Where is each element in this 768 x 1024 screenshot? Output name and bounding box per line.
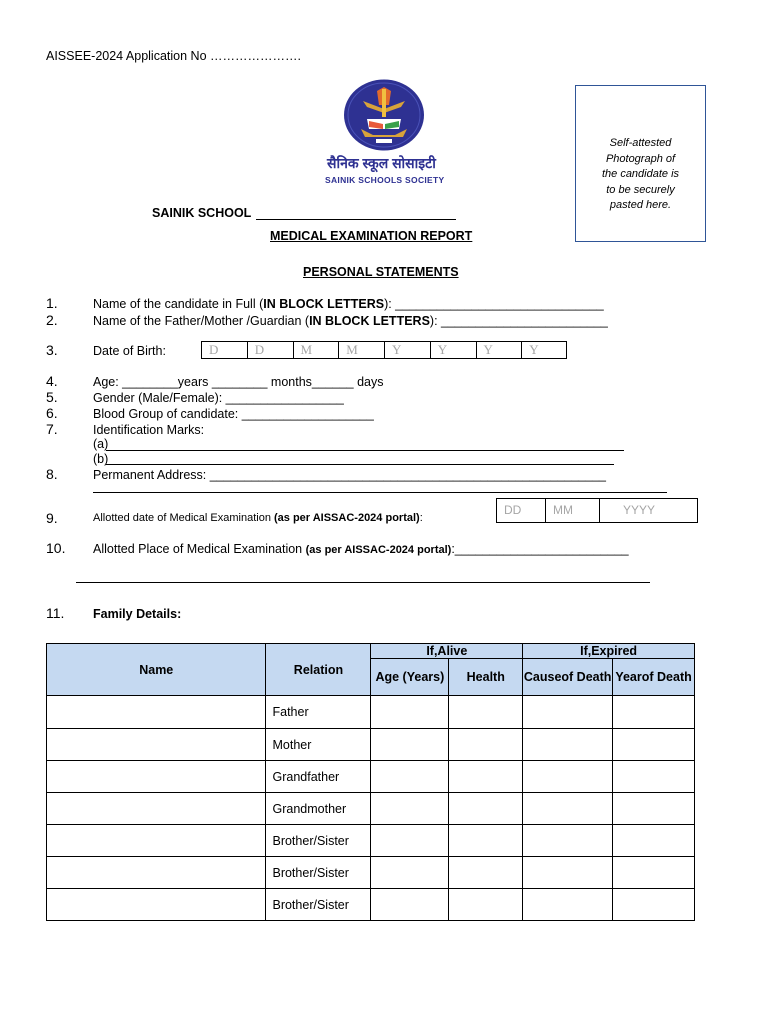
age-cell[interactable] [371,761,449,793]
item-number: 1. [46,295,58,311]
header-health: Health [449,659,523,696]
cause-cell[interactable] [523,696,613,729]
year-cell[interactable] [613,889,695,921]
exam-date-label: Allotted date of Medical Examination (as per AISSAC-2024 portal): [93,512,423,524]
name-cell[interactable] [47,761,266,793]
health-cell[interactable] [449,889,523,921]
dob-box[interactable]: Y [385,342,431,358]
application-number: AISSEE-2024 Application No …………………. [46,49,301,63]
header-year-of-death: Yearof Death [613,659,695,696]
age-cell[interactable] [371,793,449,825]
relation-cell: Mother [266,729,371,761]
section-title: PERSONAL STATEMENTS [303,265,459,279]
health-cell[interactable] [449,761,523,793]
exam-place-line-2[interactable] [76,582,650,583]
school-name-line[interactable] [256,219,456,220]
address-line-2[interactable] [93,492,667,493]
dob-label: Date of Birth: [93,344,166,358]
table-row [47,696,695,729]
mark-a-line[interactable] [106,450,624,451]
name-cell[interactable] [47,825,266,857]
item-number: 3. [46,342,58,358]
age-cell[interactable] [371,729,449,761]
sainik-schools-society-logo [343,79,425,151]
age-cell[interactable] [371,696,449,729]
dob-box[interactable]: D [248,342,294,358]
dob-box[interactable]: M [339,342,385,358]
dob-box[interactable]: M [294,342,340,358]
dob-box[interactable]: Y [431,342,477,358]
cause-cell[interactable] [523,857,613,889]
relation-cell: Grandmother [266,793,371,825]
exam-place-field[interactable]: Allotted Place of Medical Examination (as per AISSAC-2024 portal):_________________________ [93,542,629,556]
name-cell[interactable] [47,793,266,825]
item-number: 4. [46,373,58,389]
table-row [47,857,695,889]
header-if-expired: If,Expired [523,644,695,659]
mark-a-label: (a) [93,437,109,451]
report-title: MEDICAL EXAMINATION REPORT [270,229,473,243]
cause-cell[interactable] [523,793,613,825]
item-number: 6. [46,405,58,421]
mark-b-line[interactable] [106,464,614,465]
year-cell[interactable] [613,793,695,825]
health-cell[interactable] [449,729,523,761]
health-cell[interactable] [449,857,523,889]
dob-box[interactable]: Y [529,342,539,357]
relation-cell: Brother/Sister [266,889,371,921]
header-cause-of-death: Causeof Death [523,659,613,696]
exam-month-box[interactable]: MM [546,499,600,522]
item-number: 9. [46,510,58,526]
mark-b-label: (b) [93,452,109,466]
name-cell[interactable] [47,729,266,761]
header-if-alive: If,Alive [371,644,523,659]
table-row [47,889,695,921]
exam-year-box[interactable]: YYYY [623,503,656,517]
table-row [47,793,695,825]
item-number: 10. [46,540,66,556]
logo-english-text: SAINIK SCHOOLS SOCIETY [325,175,445,185]
cause-cell[interactable] [523,825,613,857]
relation-cell: Brother/Sister [266,857,371,889]
year-cell[interactable] [613,857,695,889]
cause-cell[interactable] [523,889,613,921]
header-age: Age (Years) [371,659,449,696]
identification-marks-label: Identification Marks: [93,423,205,437]
table-row [47,825,695,857]
name-cell[interactable] [47,696,266,729]
age-cell[interactable] [371,825,449,857]
exam-date-boxes[interactable] [496,498,698,523]
year-cell[interactable] [613,825,695,857]
item-number: 5. [46,389,58,405]
health-cell[interactable] [449,825,523,857]
exam-day-box[interactable]: DD [497,499,546,522]
photo-instructions: Self-attested Photograph of the candidate is to be securely pasted here. [601,137,680,211]
family-details-label: Family Details: [93,607,182,621]
item-number: 8. [46,466,58,482]
age-cell[interactable] [371,857,449,889]
name-cell[interactable] [47,889,266,921]
year-cell[interactable] [613,761,695,793]
health-cell[interactable] [449,793,523,825]
year-cell[interactable] [613,696,695,729]
candidate-name-field[interactable]: Name of the candidate in Full (IN BLOCK LETTERS): ______________________________ [93,297,604,311]
name-cell[interactable] [47,857,266,889]
relation-cell: Brother/Sister [266,825,371,857]
health-cell[interactable] [449,696,523,729]
item-number: 7. [46,421,58,437]
school-label: SAINIK SCHOOL [152,206,252,220]
header-name: Name [47,644,266,696]
dob-boxes[interactable] [201,341,567,359]
header-relation: Relation [266,644,371,696]
table-row [47,761,695,793]
item-number: 2. [46,312,58,328]
age-cell[interactable] [371,889,449,921]
item-number: 11. [46,605,65,621]
photo-paste-box [575,85,706,242]
dob-box[interactable]: D [202,342,248,358]
relation-cell: Father [266,696,371,729]
cause-cell[interactable] [523,761,613,793]
year-cell[interactable] [613,729,695,761]
dob-box[interactable]: Y [477,342,523,358]
blood-group-field[interactable]: Blood Group of candidate: ___________________ [93,407,374,421]
cause-cell[interactable] [523,729,613,761]
table-row [47,729,695,761]
guardian-name-field[interactable]: Name of the Father/Mother /Guardian (IN BLOCK LETTERS): ________________________ [93,314,608,328]
family-details-table [46,643,695,921]
gender-field[interactable]: Gender (Male/Female): _________________ [93,391,344,405]
permanent-address-field[interactable]: Permanent Address: _________________________________________________________ [93,468,606,482]
relation-cell: Grandfather [266,761,371,793]
logo-hindi-text: सैनिक स्कूल सोसाइटी [327,155,436,171]
age-field[interactable]: Age: ________years ________ months______ days [93,375,384,389]
